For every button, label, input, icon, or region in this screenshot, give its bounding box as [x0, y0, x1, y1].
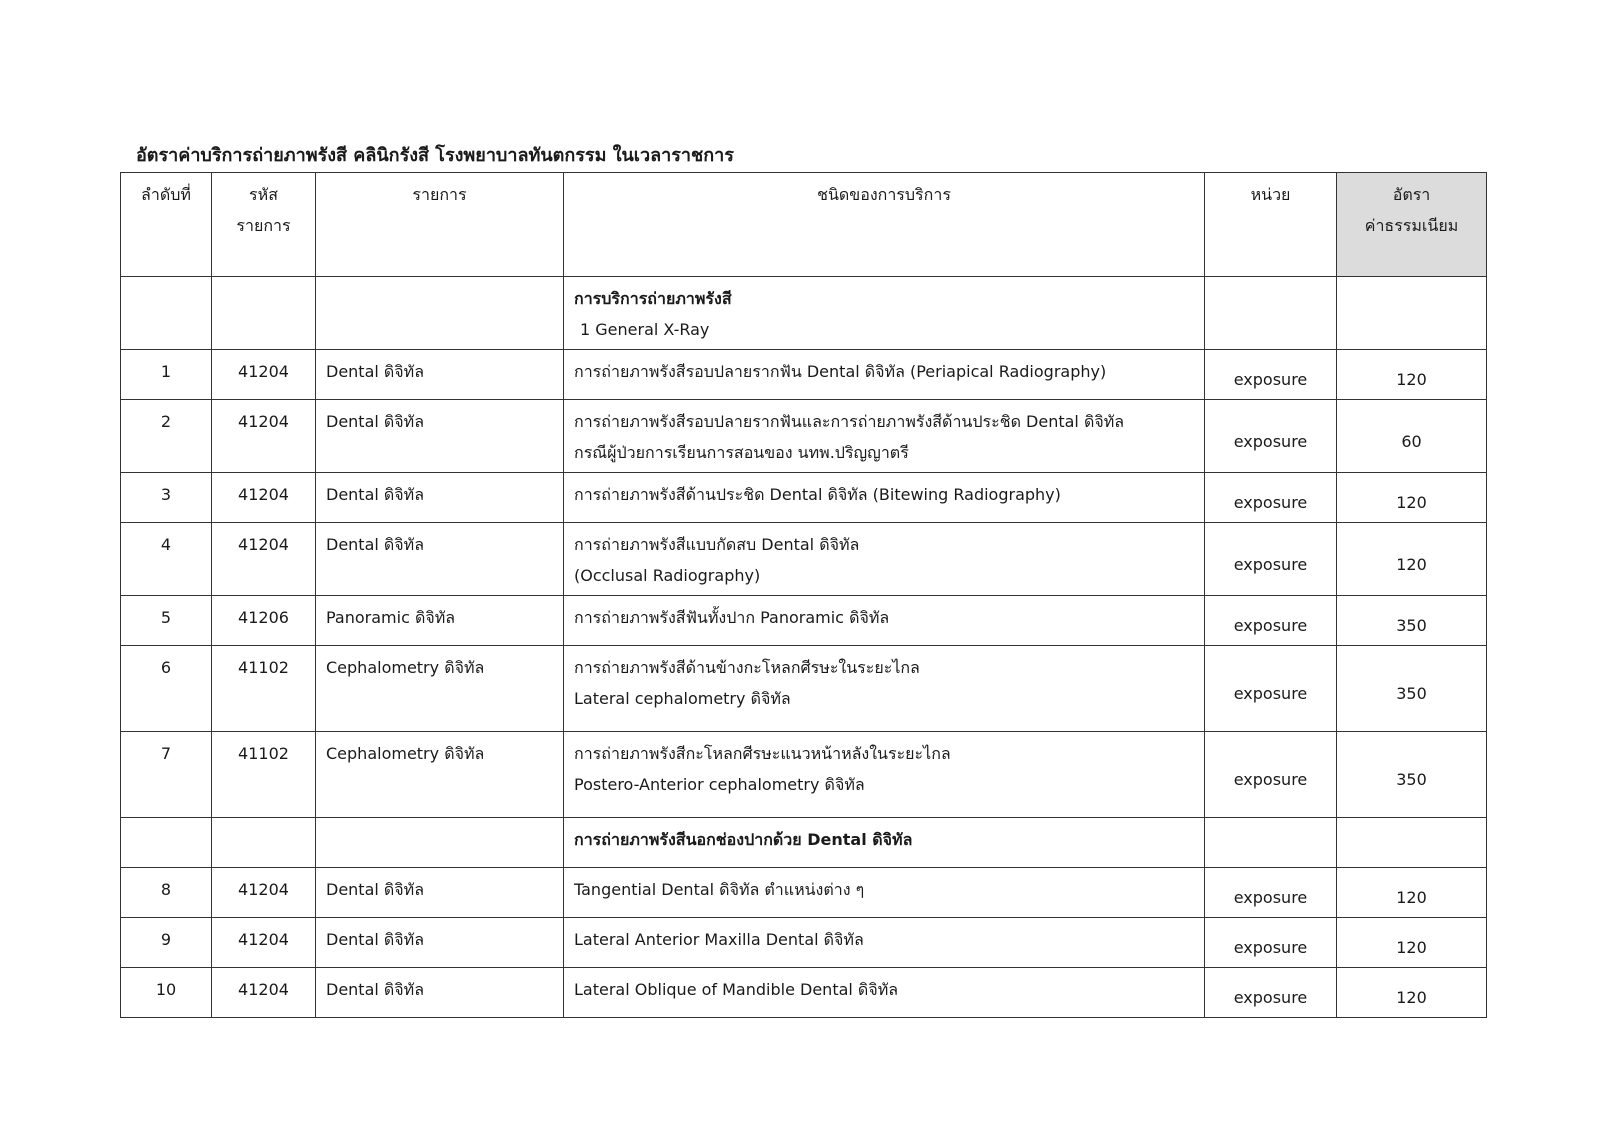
table-row — [121, 968, 1487, 1018]
row-code: 41204 — [212, 968, 316, 1018]
row-code: 41204 — [212, 523, 316, 596]
empty-cell — [316, 818, 564, 868]
empty-cell — [121, 818, 212, 868]
row-item: Dental ดิจิทัล — [316, 918, 564, 968]
section-row — [121, 818, 1487, 868]
fee-table — [120, 172, 1487, 1018]
table-row — [121, 523, 1487, 596]
row-item: Dental ดิจิทัล — [316, 868, 564, 918]
row-rate: 120 — [1337, 473, 1487, 523]
table-row — [121, 350, 1487, 400]
service-line-1: การถ่ายภาพรังสีด้านข้างกะโหลกศีรษะในระยะไกล — [574, 658, 920, 677]
row-unit: exposure — [1205, 646, 1337, 732]
row-unit: exposure — [1205, 968, 1337, 1018]
service-line-1: การถ่ายภาพรังสีรอบปลายรากฟัน Dental ดิจิทัล (Periapical Radiography) — [574, 362, 1107, 381]
header-code-line2: รายการ — [236, 216, 291, 235]
header-item: รายการ — [316, 173, 564, 277]
row-service — [564, 732, 1205, 818]
row-item: Dental ดิจิทัล — [316, 400, 564, 473]
section-cell — [564, 818, 1205, 868]
table-row — [121, 868, 1487, 918]
row-code: 41102 — [212, 732, 316, 818]
row-rate: 350 — [1337, 646, 1487, 732]
row-code: 41204 — [212, 918, 316, 968]
table-row — [121, 918, 1487, 968]
row-number: 3 — [121, 473, 212, 523]
row-service — [564, 350, 1205, 400]
service-line-1: การถ่ายภาพรังสีฟันทั้งปาก Panoramic ดิจิทัล — [574, 608, 890, 627]
row-number: 6 — [121, 646, 212, 732]
row-item: Cephalometry ดิจิทัล — [316, 732, 564, 818]
service-line-2: Postero-Anterior cephalometry ดิจิทัล — [574, 775, 865, 794]
row-number: 7 — [121, 732, 212, 818]
empty-cell — [1205, 818, 1337, 868]
row-service — [564, 868, 1205, 918]
service-line-2: Lateral cephalometry ดิจิทัล — [574, 689, 791, 708]
table-row — [121, 646, 1487, 732]
row-service — [564, 646, 1205, 732]
header-unit: หน่วย — [1205, 173, 1337, 277]
service-line-1: Lateral Oblique of Mandible Dental ดิจิทัล — [574, 980, 899, 999]
service-line-2: กรณีผู้ป่วยการเรียนการสอนของ นทพ.ปริญญาตรี — [574, 443, 909, 462]
row-item: Dental ดิจิทัล — [316, 968, 564, 1018]
row-number: 4 — [121, 523, 212, 596]
row-code: 41204 — [212, 350, 316, 400]
row-unit: exposure — [1205, 350, 1337, 400]
table-row — [121, 596, 1487, 646]
section-cell — [564, 277, 1205, 350]
row-code: 41206 — [212, 596, 316, 646]
header-code — [212, 173, 316, 277]
row-rate: 60 — [1337, 400, 1487, 473]
row-code: 41102 — [212, 646, 316, 732]
empty-cell — [1337, 818, 1487, 868]
row-unit: exposure — [1205, 400, 1337, 473]
header-service: ชนิดของการบริการ — [564, 173, 1205, 277]
header-rate — [1337, 173, 1487, 277]
service-line-1: Lateral Anterior Maxilla Dental ดิจิทัล — [574, 930, 864, 949]
header-rate-line2: ค่าธรรมเนียม — [1364, 216, 1459, 235]
row-unit: exposure — [1205, 523, 1337, 596]
row-rate: 120 — [1337, 968, 1487, 1018]
header-seq: ลำดับที่ — [121, 173, 212, 277]
row-item: Cephalometry ดิจิทัล — [316, 646, 564, 732]
service-line-1: Tangential Dental ดิจิทัล ตำแหน่งต่าง ๆ — [574, 880, 865, 899]
row-code: 41204 — [212, 473, 316, 523]
row-unit: exposure — [1205, 732, 1337, 818]
row-unit: exposure — [1205, 918, 1337, 968]
row-number: 2 — [121, 400, 212, 473]
row-rate: 120 — [1337, 918, 1487, 968]
row-service — [564, 400, 1205, 473]
service-line-2: (Occlusal Radiography) — [574, 566, 761, 585]
row-item: Dental ดิจิทัล — [316, 473, 564, 523]
service-line-1: การถ่ายภาพรังสีแบบกัดสบ Dental ดิจิทัล — [574, 535, 860, 554]
document-title: อัตราค่าบริการถ่ายภาพรังสี คลินิกรังสี โรงพยาบาลทันตกรรม ในเวลาราชการ — [136, 145, 734, 166]
empty-cell — [212, 818, 316, 868]
row-unit: exposure — [1205, 596, 1337, 646]
header-code-line1: รหัส — [249, 185, 278, 204]
header-rate-line1: อัตรา — [1392, 185, 1431, 204]
row-rate: 350 — [1337, 732, 1487, 818]
row-rate: 350 — [1337, 596, 1487, 646]
table-row — [121, 732, 1487, 818]
row-code: 41204 — [212, 400, 316, 473]
row-service — [564, 918, 1205, 968]
section-subtitle: 1 General X-Ray — [580, 320, 710, 339]
table-header-row — [121, 173, 1487, 277]
row-rate: 120 — [1337, 350, 1487, 400]
row-service — [564, 968, 1205, 1018]
section-title: การบริการถ่ายภาพรังสี — [574, 289, 732, 308]
row-number: 9 — [121, 918, 212, 968]
row-item: Dental ดิจิทัล — [316, 350, 564, 400]
section-title: การถ่ายภาพรังสีนอกช่องปากด้วย Dental ดิจิทัล — [574, 830, 913, 849]
row-service — [564, 523, 1205, 596]
row-item: Panoramic ดิจิทัล — [316, 596, 564, 646]
row-service — [564, 596, 1205, 646]
row-code: 41204 — [212, 868, 316, 918]
row-number: 5 — [121, 596, 212, 646]
service-line-1: การถ่ายภาพรังสีด้านประชิด Dental ดิจิทัล (Bitewing Radiography) — [574, 485, 1061, 504]
row-rate: 120 — [1337, 523, 1487, 596]
row-service — [564, 473, 1205, 523]
section-row — [121, 277, 1487, 350]
row-unit: exposure — [1205, 473, 1337, 523]
table-row — [121, 400, 1487, 473]
row-number: 1 — [121, 350, 212, 400]
row-number: 10 — [121, 968, 212, 1018]
row-number: 8 — [121, 868, 212, 918]
service-line-1: การถ่ายภาพรังสีรอบปลายรากฟันและการถ่ายภาพรังสีด้านประชิด Dental ดิจิทัล — [574, 412, 1125, 431]
row-unit: exposure — [1205, 868, 1337, 918]
row-rate: 120 — [1337, 868, 1487, 918]
service-line-1: การถ่ายภาพรังสีกะโหลกศีรษะแนวหน้าหลังในระยะไกล — [574, 744, 951, 763]
table-row — [121, 473, 1487, 523]
row-item: Dental ดิจิทัล — [316, 523, 564, 596]
